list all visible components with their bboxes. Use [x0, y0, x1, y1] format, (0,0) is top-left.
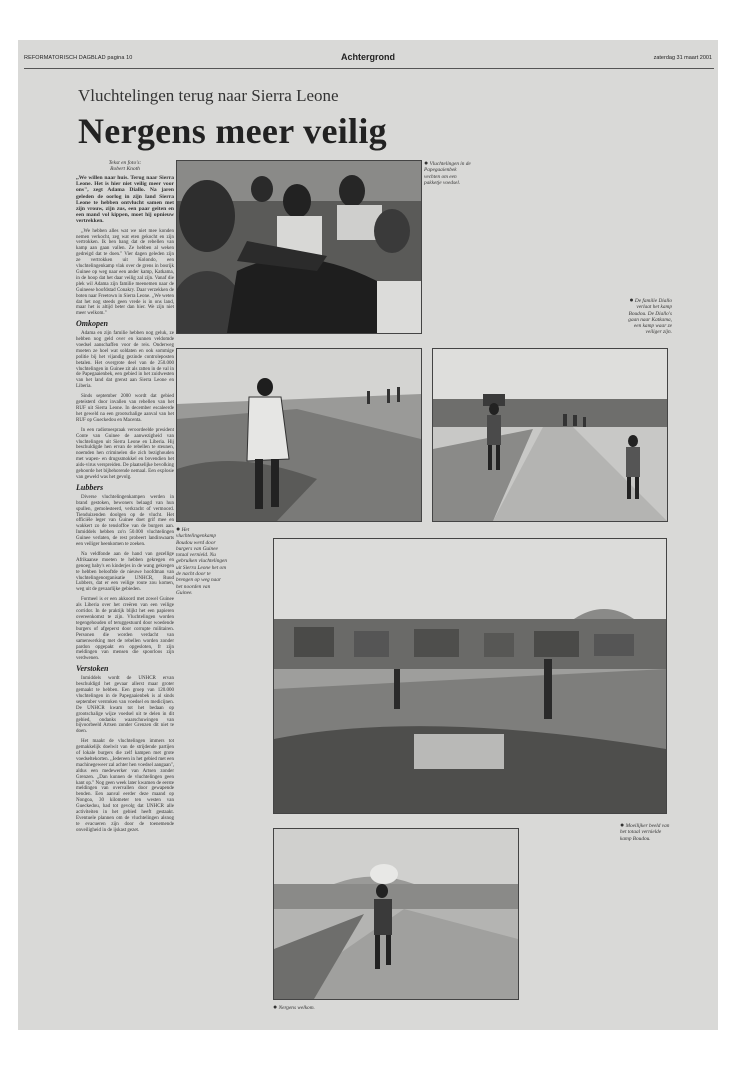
article-body — [76, 160, 174, 834]
paragraph: Na veldfonde aan de hand van gezellige Afrikaanse moeten te hebben gekregen en genoeg baby's en kinderjes in de wang gekregen te hebben belooftde de nieuwe hoofdman van vluchtelingenorganisatie UNHCR, Ruud Lubbers, dat er een veilige route zou komen, weg uit de gevaarlijke gebieden. — [76, 551, 174, 593]
subheading-omkopen: Omkopen — [76, 319, 108, 329]
paragraph: In een radiotoespraak veroordeelde president Conte van Guinee de aanwezigheid van vluchtelingen uit Sierra Leone en Liberia. Hij beschuldigde hen ervan de rebellen te steunen, noemden hen criminelen die zich bezighouden met wapen- en drugssmokkel en bovendien het aids-virus verspreiden. De plaatselijke bevolking gehoorde het bijbehorende nemaal. Een explosie van geweld was het gevolg. — [76, 427, 174, 480]
bullet-icon: ● — [424, 159, 429, 167]
page-header — [18, 52, 718, 66]
paragraph: Het maakt de vluchtelingen immers tot gemakkelijk doelwit van de strijdende partijen of lokale burgers die zelf kampen met grote voedseltekorten. ,,Iedereen in het gebied met een machinegeweer zal achter hen voedsel aangaan", aldus een medewerker van Artsen zonder Grenzen. ,,Dan kunnen de vluchtelingen geen kant op." Nog geen week later kwamen de eerste meldingen van overvallen door gewapende benden. Een aanval eerder deze maand op Nongoa, 30 kilometer ten westen van Gueckedou, had tot gevolg dat UNHCR alle activiteiten in het gebied heeft gestaakt. Eventuele plannen om de vluchtelingen alsnog te evacueren zijn door de toenemende onveiligheid in de ijskast gezet. — [76, 739, 174, 833]
caption-text: De familie Diallo verlaat het kamp Boudou. De Diallo's gaan naar Katkama, een kamp waar ze veiliger zijn. — [628, 298, 672, 336]
caption-camp-destroyed — [176, 526, 228, 596]
bullet-icon: ● — [629, 296, 634, 304]
subheading-lubbers: Lubbers — [76, 482, 104, 492]
bullet-icon: ● — [176, 525, 181, 533]
article-headline: Nergens meer veilig — [78, 111, 387, 151]
newspaper-name: REFORMATORISCH DAGBLAD pagina 10 — [24, 55, 133, 61]
caption-crowd — [424, 160, 474, 186]
header-rule — [24, 68, 714, 69]
man-carrying-load-photo — [273, 828, 519, 1000]
bullet-icon: ● — [620, 821, 625, 829]
paragraph: Inmiddels wordt de UNHCR ervan beschuldigd het gevaar allerst maar groter gemaakt te hebben. Een groep van 120.000 vluchtelingen in de Papegaaienbek is al sinds september verstoken van voedsel en medicijnen. De UNHCR kwam tot het bedaan op grootschalige wijze voedsel uit te delen in dit gebied, ondanks waarschuwingen van bijvoorbeeld Artsen zonder Grenzen dit niet te doen. — [76, 676, 174, 735]
subheading-verstoken: Verstoken — [76, 664, 109, 674]
section-title: Achtergrond — [341, 52, 395, 62]
issue-date: zaterdag 31 maart 2001 — [653, 55, 712, 61]
road-refugees-photo — [432, 348, 668, 522]
woman-walking-photo — [176, 348, 422, 522]
bullet-icon: ● — [273, 1003, 278, 1011]
caption-text: Vluchtelingen in de Papegaaienbek vechten om een pakketje voedsel. — [424, 161, 471, 186]
caption-destroyed-camp — [620, 822, 672, 842]
caption-nergens-welkom — [273, 1004, 393, 1011]
paragraph: Adama en zijn familie hebben nog geluk, ze hebben nog geld over en kunnen veldomde voedsel aanschaffen voor de reis. Onderweg moeten ze hoel wat soldaten en ook sommige politie bij het vijandig gezinde controleposten betalen. Het overgrote deel van de 250.000 vluchtelingen in Guinee zit als ratten in de val in de Papegaaienbek, een gebied in het zuidwesten van het land dat grenst aan Sierra Leone en Liberia. — [76, 331, 174, 390]
article-kicker: Vluchtelingen terug naar Sierra Leone — [78, 86, 339, 105]
newspaper-page — [18, 40, 718, 1030]
article-lead: ,,We willen naar huis. Terug naar Sierra Leone. Het is hier niet veilig meer voor ons", zegt Adama Diallo. Na jaren geleden de oorlog in zijn land Sierra Leone te hebben ontvlucht samen met zijn vrouw, zijn zus, een paar geiten en een mand vol kippen, moet hij opnieuw vertrekken. — [76, 175, 174, 225]
paragraph: Sinds september 2000 wordt dat gebied geteisterd door invallen van rebellen van het RUF uit Sierra Leone. In december escaleerde het geweld na een grootschalige aanval van het RUF op Gueckedou en Macenta. — [76, 394, 174, 423]
caption-family — [620, 297, 672, 336]
destroyed-camp-photo — [273, 538, 667, 814]
caption-text: Moeilijker beeld van het totaal vernielde kamp Boudou. — [620, 823, 670, 842]
paragraph: ,,We hebben alles wat we niet mee konden nemen verkocht, zeg wat eten gekocht en zijn vertrokken. Ik ben bang dat de rebellen van kamp aan gaan vallen. Ze hebben al weken gedreigd dat te doen." Vier dagen geleden zijn ze vertrokken uit Kolondo, een vluchtelingenkamp vlak over de grens in bosrijk Guinee op weg naar een ander kamp, Katkama, in de hoop dat het daar veilig zal zijn. Vanaf die plek wil Adama zijn familie meenemen naar de Guineese hoofdstad Conakry. Daar verzekken de boten naar Freetown in Sierra Leone. ,,We weten dat het nog steeds geen vrede is in ons land, maar het is altijd beter dan hier. We zijn niet meer welkom." — [76, 228, 174, 317]
caption-text: Nergens welkom. — [278, 1005, 315, 1011]
paragraph: Diverse vluchtelingenkampen werden in brand gestoken, bewoners belaagd van hun spullen, gemolesteerd, verkracht of vermoord. Tienduizenden doolgen op de vlucht. Het officiële leger van Guinee doet grif mee en wakkert zo de tensloffoe van de burgers aan. Inmiddels hebben zo'n 50.000 vluchtelingen Guinee verlaten, de rest probeert landinwaarts een veiliger heenkomen te zoeken. — [76, 494, 174, 548]
caption-text: Het vluchtelingenkamp Boudou werd door burgers van Guinee totaal vernield. Nu gebruiken vluchtelingen uit Sierra Leone het om de nacht door te brengen op weg naar het noorden van Guinee. — [176, 527, 228, 596]
crowd-photo — [176, 160, 422, 334]
credit-line: Tekst en foto's: — [108, 160, 142, 166]
paragraph: Formeel is er een akkoord met zowel Guinee als Liberia over het creëren van een veilige corridor. In de praktijk blijkt het een papieren overeenkomst te zijn. Vluchtelingen worden tegengehouden of teruggestuurd door woedende burgers of afgeperst door corrupte militairen. Personen die worden verdacht van samenwerking met de rebellen worden zonder pardon opgepakt en opgesloten, fr zijn meldingen van mensen die spoorloos zijn verdwenen. — [76, 597, 174, 662]
author-name: Robert Knoth — [110, 166, 140, 172]
